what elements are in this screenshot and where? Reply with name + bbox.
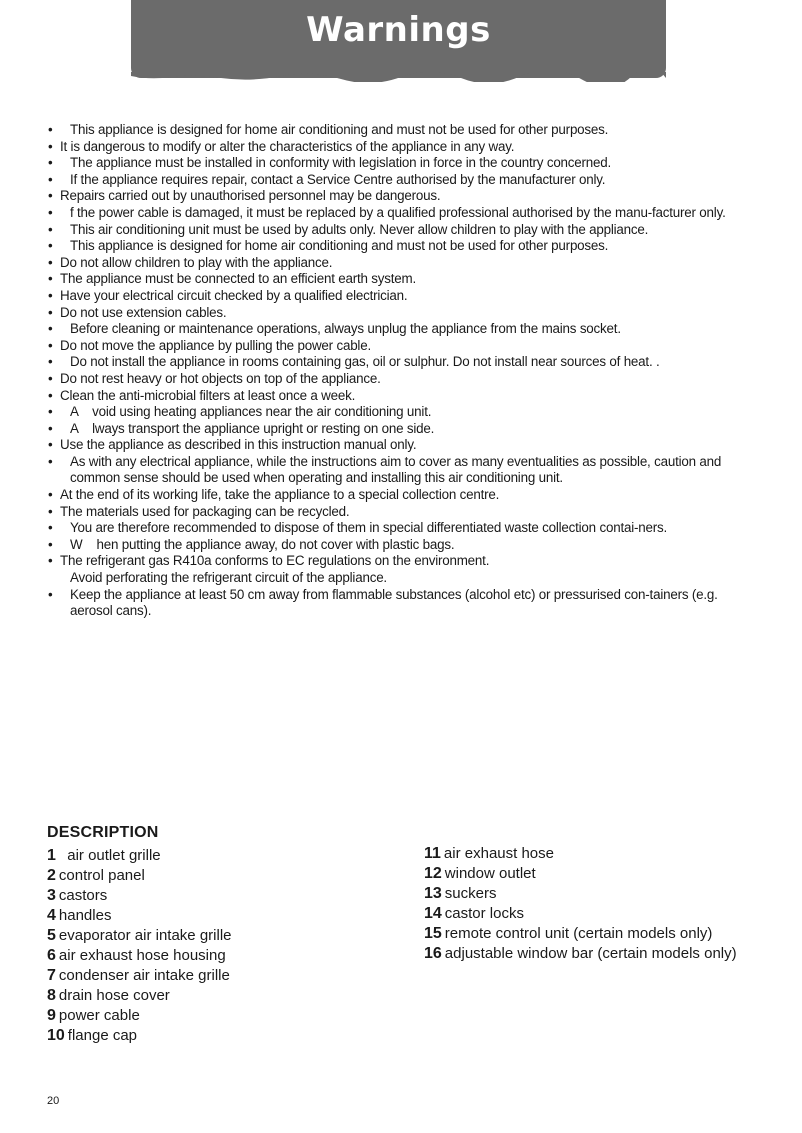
description-item [424,944,737,964]
bullet-icon: • [48,487,53,503]
bullet-icon: • [48,586,53,602]
warning-item [48,537,756,554]
description-item [47,966,232,986]
warning-item [48,553,756,570]
description-label: air exhaust hose [443,845,554,862]
description-list-left [47,846,232,1046]
bullet-icon: • [48,404,53,420]
description-label: remote control unit (certain models only) [444,925,713,942]
warning-item [48,321,756,338]
warning-text: This air conditioning unit must be used by adults only. Never allow children to play with the appliance. [70,221,649,237]
description-item [47,1006,232,1026]
description-number: 16 [424,945,442,962]
bullet-icon: • [48,437,53,453]
warning-item [48,122,756,139]
warning-text: Do not rest heavy or hot objects on top of the appliance. [60,370,381,386]
description-number: 1 [47,847,56,864]
bullet-icon: • [48,271,53,287]
warning-text: f the power cable is damaged, it must be replaced by a qualified professional authorised by the manu-facturer only. [70,204,726,220]
description-label: suckers [444,885,497,902]
description-item [424,884,737,904]
warning-text: The appliance must be installed in conformity with legislation in force in the country concerned. [70,155,612,171]
warning-item [48,305,756,322]
description-number: 12 [424,865,442,882]
description-item [47,846,232,866]
warning-item [48,188,756,205]
bullet-icon: • [48,536,53,552]
warning-text: Use the appliance as described in this instruction manual only. [60,437,417,453]
warning-item [48,504,756,521]
bullet-icon: • [48,254,53,270]
warning-text: This appliance is designed for home air conditioning and must not be used for other purposes. [70,238,609,254]
bullet-icon: • [48,287,53,303]
warning-item [48,271,756,288]
warning-text: If the appliance requires repair, contact a Service Centre authorised by the manufacturer only. [70,171,606,187]
warning-text: W hen putting the appliance away, do not cover with plastic bags. [70,536,455,552]
warning-item [48,255,756,272]
description-label: castor locks [444,905,524,922]
warning-item [48,288,756,305]
warning-item [48,404,756,421]
description-list-right [424,844,737,964]
description-item [47,926,232,946]
bullet-icon: • [48,171,53,187]
description-item [47,886,232,906]
warning-item [48,238,756,255]
description-item [47,946,232,966]
warning-item [48,222,756,239]
bullet-icon: • [48,188,53,204]
warning-item [48,139,756,156]
bullet-icon: • [48,337,53,353]
description-number: 13 [424,885,442,902]
bullet-icon: • [48,370,53,386]
bullet-icon: • [48,553,53,569]
bullet-icon: • [48,122,53,137]
description-label: flange cap [67,1027,138,1044]
bullet-icon: • [48,420,53,436]
warning-text: Before cleaning or maintenance operations, always unplug the appliance from the mains socket. [70,321,621,337]
warning-text: Do not allow children to play with the appliance. [60,254,333,270]
bullet-icon: • [48,354,53,370]
warning-text: Repairs carried out by unauthorised personnel may be dangerous. [60,188,441,204]
description-number: 8 [47,987,56,1004]
description-item [424,924,737,944]
description-item [47,906,232,926]
bullet-icon: • [48,221,53,237]
description-label: power cable [58,1007,140,1024]
warning-text: At the end of its working life, take the appliance to a special collection centre. [60,487,500,503]
warning-item [48,172,756,189]
description-label: condenser air intake grille [58,967,230,984]
page-number: 20 [47,1095,60,1107]
bullet-icon: • [48,387,53,403]
description-label: evaporator air intake grille [58,927,232,944]
warning-item [48,371,756,388]
description-item [47,1026,232,1046]
warning-item [48,388,756,405]
warning-item [48,354,756,371]
description-label: window outlet [444,865,536,882]
bullet-icon: • [48,155,53,171]
description-number: 5 [47,927,56,944]
description-number: 14 [424,905,442,922]
description-number: 9 [47,1007,56,1024]
description-label: adjustable window bar (certain models only) [444,945,737,962]
page-title: Warnings [306,10,491,50]
warning-item [48,520,756,537]
warning-item [48,587,756,620]
description-number: 7 [47,967,56,984]
warning-item [48,338,756,355]
warning-text: The refrigerant gas R410a conforms to EC regulations on the environment. [60,553,490,569]
description-number: 10 [47,1027,65,1044]
description-item [424,864,737,884]
warnings-list [48,122,756,620]
warning-item [48,454,756,487]
description-number: 4 [47,907,56,924]
bullet-icon: • [48,204,53,220]
description-label: handles [58,907,112,924]
bullet-icon: • [48,503,53,519]
description-number: 11 [424,845,441,862]
description-label: control panel [58,867,145,884]
warning-item [48,570,756,587]
bullet-icon: • [48,138,53,154]
banner-torn-edge [131,72,666,82]
description-number: 3 [47,887,56,904]
warning-text: Avoid perforating the refrigerant circuit of the appliance. [70,570,387,586]
warning-item [48,421,756,438]
warning-text: Do not use extension cables. [60,304,227,320]
warning-text: The appliance must be connected to an efficient earth system. [60,271,417,287]
description-item [47,986,232,1006]
header-banner [131,0,666,78]
warning-text: Clean the anti-microbial filters at least once a week. [60,387,356,403]
description-item [424,844,737,864]
description-number: 2 [47,867,56,884]
warning-item [48,437,756,454]
warning-item [48,205,756,222]
description-title: DESCRIPTION [47,824,159,841]
warning-text: The materials used for packaging can be recycled. [60,503,350,519]
bullet-icon: • [48,238,53,254]
warning-text: You are therefore recommended to dispose of them in special differentiated waste collection contai-ners. [70,520,668,536]
warning-text: Keep the appliance at least 50 cm away from flammable substances (alcohol etc) or pressurised con-tainers (e.g. aerosol cans). [70,586,722,619]
description-item [47,866,232,886]
description-item [424,904,737,924]
warning-item [48,155,756,172]
warning-text: Do not install the appliance in rooms containing gas, oil or sulphur. Do not install near sources of heat. . [70,354,660,370]
warning-text: A void using heating appliances near the air conditioning unit. [70,404,432,420]
description-label: castors [58,887,108,904]
bullet-icon: • [48,520,53,536]
warning-text: Do not move the appliance by pulling the power cable. [60,337,371,353]
bullet-icon: • [48,304,53,320]
warning-text: It is dangerous to modify or alter the characteristics of the appliance in any way. [60,138,515,154]
warning-text: As with any electrical appliance, while the instructions aim to cover as many eventualities as possible, caution and common sense should be used when operating and installing this air conditioning unit. [70,453,725,486]
warning-text: A lways transport the appliance upright or resting on one side. [70,420,435,436]
description-label: air outlet grille [58,847,161,864]
bullet-icon: • [48,453,53,469]
warning-text: This appliance is designed for home air conditioning and must not be used for other purposes. [70,122,609,137]
warning-item [48,487,756,504]
description-label: air exhaust hose housing [58,947,226,964]
description-number: 6 [47,947,56,964]
description-label: drain hose cover [58,987,170,1004]
warning-text: Have your electrical circuit checked by a qualified electrician. [60,287,408,303]
description-number: 15 [424,925,442,942]
bullet-icon: • [48,321,53,337]
